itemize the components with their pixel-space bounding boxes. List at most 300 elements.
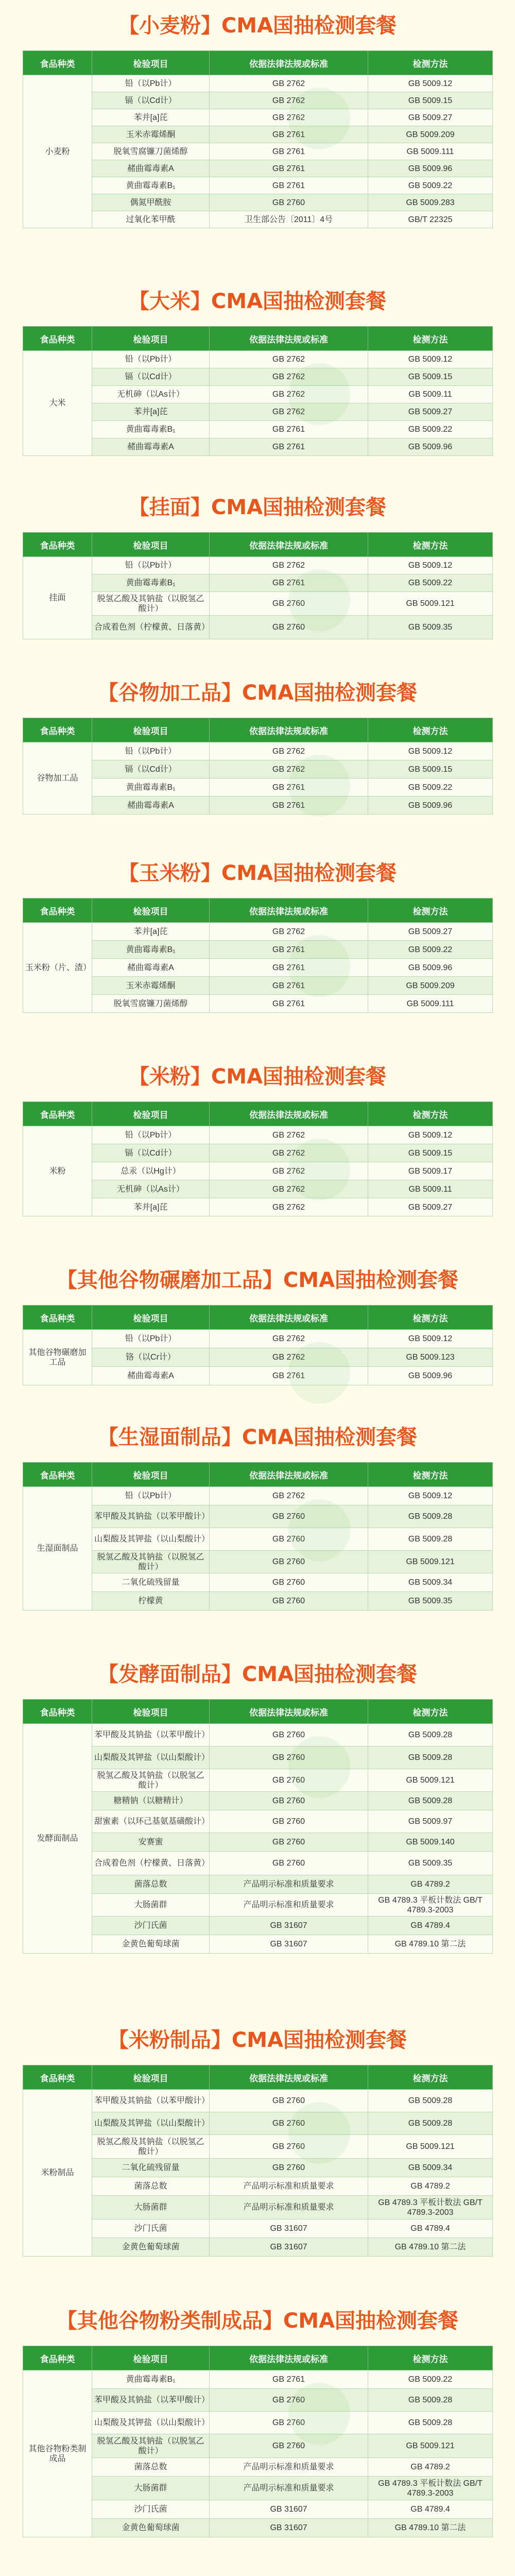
test-item-cell: 脱氢乙酸及其钠盐（以脱氢乙酸计） bbox=[92, 1551, 210, 1573]
method-cell: GB 5009.28 bbox=[368, 2112, 493, 2135]
column-header: 食品种类 bbox=[23, 899, 92, 923]
column-header: 检验项目 bbox=[92, 1102, 210, 1126]
test-package-table bbox=[23, 326, 493, 456]
column-header: 依据法律法规或标准 bbox=[210, 2346, 368, 2370]
test-item-cell: 二氧化硫残留量 bbox=[92, 2159, 210, 2177]
column-header: 检验项目 bbox=[92, 51, 210, 75]
standard-cell: GB 2762 bbox=[210, 1144, 368, 1162]
table-row bbox=[23, 995, 493, 1013]
test-item-cell: 总汞（以Hg计） bbox=[92, 1162, 210, 1180]
column-header: 检测方法 bbox=[368, 1700, 493, 1724]
standard-cell: GB 2760 bbox=[210, 2412, 368, 2434]
test-item-cell: 偶氮甲酰胺 bbox=[92, 194, 210, 211]
test-item-cell: 铅（以Pb计） bbox=[92, 75, 210, 92]
table-row bbox=[23, 1875, 493, 1894]
table-row bbox=[23, 778, 493, 796]
package-section bbox=[0, 2025, 515, 2251]
standard-cell: GB 2762 bbox=[210, 403, 368, 421]
test-package-table bbox=[23, 898, 493, 1013]
table-row bbox=[23, 160, 493, 177]
column-header: 检验项目 bbox=[92, 718, 210, 742]
test-item-cell: 合成着色剂（柠檬黄、日落黄） bbox=[92, 1852, 210, 1875]
table-row bbox=[23, 1810, 493, 1833]
standard-cell: GB 2760 bbox=[210, 1592, 368, 1611]
standard-cell: GB 2762 bbox=[210, 368, 368, 386]
test-item-cell: 菌落总数 bbox=[92, 2177, 210, 2196]
column-header: 检测方法 bbox=[368, 1306, 493, 1330]
food-category-cell: 生湿面制品 bbox=[23, 1487, 92, 1611]
table-row bbox=[23, 1505, 493, 1528]
standard-cell: GB 2760 bbox=[210, 2159, 368, 2177]
method-cell: GB 5009.22 bbox=[368, 177, 493, 194]
test-package-table bbox=[23, 50, 493, 228]
column-header: 依据法律法规或标准 bbox=[210, 1306, 368, 1330]
food-category-cell: 小麦粉 bbox=[23, 75, 92, 228]
section-title: 【其他谷物碾磨加工品】CMA国抽检测套餐 bbox=[56, 1268, 459, 1292]
method-cell: GB 5009.96 bbox=[368, 1367, 493, 1385]
section-title: 【谷物加工品】CMA国抽检测套餐 bbox=[97, 681, 418, 705]
package-section bbox=[0, 1422, 515, 1605]
test-item-cell: 铅（以Pb计） bbox=[92, 1126, 210, 1144]
test-package-table bbox=[23, 532, 493, 639]
test-item-cell: 赭曲霉毒素A bbox=[92, 796, 210, 815]
table-header-row bbox=[23, 1306, 493, 1330]
test-item-cell: 铅（以Pb计） bbox=[92, 742, 210, 760]
test-item-cell: 二氧化硫残留量 bbox=[92, 1573, 210, 1592]
table-header-row bbox=[23, 1102, 493, 1126]
table-row bbox=[23, 2196, 493, 2219]
table-row bbox=[23, 1180, 493, 1198]
column-header: 食品种类 bbox=[23, 1700, 92, 1724]
column-header: 依据法律法规或标准 bbox=[210, 1700, 368, 1724]
test-item-cell: 玉米赤霉烯酮 bbox=[92, 126, 210, 143]
table-row bbox=[23, 1330, 493, 1348]
method-cell: GB 5009.283 bbox=[368, 194, 493, 211]
method-cell: GB 5009.28 bbox=[368, 2090, 493, 2112]
standard-cell: GB 2761 bbox=[210, 438, 368, 456]
table-row bbox=[23, 616, 493, 639]
method-cell: GB 5009.15 bbox=[368, 1144, 493, 1162]
standard-cell: GB 2762 bbox=[210, 923, 368, 941]
column-header: 依据法律法规或标准 bbox=[210, 899, 368, 923]
method-cell: GB 5009.12 bbox=[368, 742, 493, 760]
table-row bbox=[23, 2219, 493, 2238]
standard-cell: GB 2761 bbox=[210, 2370, 368, 2389]
test-item-cell: 赭曲霉毒素A bbox=[92, 438, 210, 456]
column-header: 检测方法 bbox=[368, 1102, 493, 1126]
table-row bbox=[23, 2389, 493, 2412]
method-cell: GB 5009.12 bbox=[368, 1487, 493, 1505]
test-package-table bbox=[23, 2346, 493, 2537]
standard-cell: GB 31607 bbox=[210, 2238, 368, 2257]
test-item-cell: 菌落总数 bbox=[92, 1875, 210, 1894]
standard-cell: GB 2762 bbox=[210, 1180, 368, 1198]
standard-cell: GB 2761 bbox=[210, 1367, 368, 1385]
table-row bbox=[23, 1792, 493, 1810]
standard-cell: GB 2762 bbox=[210, 742, 368, 760]
method-cell: GB 5009.22 bbox=[368, 2370, 493, 2389]
table-row bbox=[23, 1487, 493, 1505]
test-item-cell: 苯甲酸及其钠盐（以苯甲酸计） bbox=[92, 1505, 210, 1528]
standard-cell: GB 2760 bbox=[210, 1551, 368, 1573]
standard-cell: GB 31607 bbox=[210, 1917, 368, 1935]
column-header: 依据法律法规或标准 bbox=[210, 718, 368, 742]
method-cell: GB 5009.111 bbox=[368, 143, 493, 160]
food-category-cell: 其他谷物粉类制成品 bbox=[23, 2370, 92, 2537]
method-cell: GB 5009.28 bbox=[368, 1747, 493, 1769]
column-header: 依据法律法规或标准 bbox=[210, 51, 368, 75]
column-header: 食品种类 bbox=[23, 1306, 92, 1330]
standard-cell: GB 2761 bbox=[210, 574, 368, 592]
standard-cell: GB 2762 bbox=[210, 75, 368, 92]
standard-cell: 产品明示标准和质量要求 bbox=[210, 2477, 368, 2500]
standard-cell: 产品明示标准和质量要求 bbox=[210, 2196, 368, 2219]
method-cell: GB 5009.34 bbox=[368, 2159, 493, 2177]
column-header: 检验项目 bbox=[92, 899, 210, 923]
table-row bbox=[23, 2458, 493, 2477]
column-header: 检验项目 bbox=[92, 1700, 210, 1724]
standard-cell: GB 2760 bbox=[210, 592, 368, 616]
standard-cell: GB 2760 bbox=[210, 1810, 368, 1833]
test-item-cell: 山梨酸及其钾盐（以山梨酸计） bbox=[92, 2412, 210, 2434]
column-header: 检验项目 bbox=[92, 533, 210, 557]
test-item-cell: 沙门氏菌 bbox=[92, 1917, 210, 1935]
column-header: 食品种类 bbox=[23, 718, 92, 742]
standard-cell: GB 2760 bbox=[210, 1528, 368, 1551]
table-row bbox=[23, 143, 493, 160]
standard-cell: GB 2761 bbox=[210, 421, 368, 438]
standard-cell: GB 2760 bbox=[210, 1747, 368, 1769]
method-cell: GB 5009.97 bbox=[368, 1810, 493, 1833]
standard-cell: GB 2761 bbox=[210, 143, 368, 160]
test-item-cell: 山梨酸及其钾盐（以山梨酸计） bbox=[92, 1528, 210, 1551]
test-item-cell: 糖精钠（以糖精计） bbox=[92, 1792, 210, 1810]
table-row bbox=[23, 1144, 493, 1162]
test-item-cell: 铅（以Pb计） bbox=[92, 1330, 210, 1348]
test-item-cell: 脱氢乙酸及其钠盐（以脱氢乙酸计） bbox=[92, 1769, 210, 1792]
test-package-table bbox=[23, 2065, 493, 2257]
table-row bbox=[23, 1833, 493, 1852]
method-cell: GB 5009.11 bbox=[368, 386, 493, 403]
standard-cell: GB 2762 bbox=[210, 386, 368, 403]
column-header: 检测方法 bbox=[368, 533, 493, 557]
column-header: 检测方法 bbox=[368, 899, 493, 923]
table-row bbox=[23, 438, 493, 456]
standard-cell: GB 2760 bbox=[210, 194, 368, 211]
standard-cell: GB 2760 bbox=[210, 1724, 368, 1747]
test-item-cell: 无机砷（以As计） bbox=[92, 1180, 210, 1198]
section-title: 【小麦粉】CMA国抽检测套餐 bbox=[118, 14, 397, 38]
table-row bbox=[23, 109, 493, 126]
method-cell: GB 5009.96 bbox=[368, 438, 493, 456]
standard-cell: GB 2762 bbox=[210, 109, 368, 126]
column-header: 食品种类 bbox=[23, 1102, 92, 1126]
column-header: 检验项目 bbox=[92, 2346, 210, 2370]
column-header: 检验项目 bbox=[92, 327, 210, 351]
standard-cell: 产品明示标准和质量要求 bbox=[210, 1875, 368, 1894]
standard-cell: GB 2762 bbox=[210, 1330, 368, 1348]
method-cell: GB 5009.121 bbox=[368, 1769, 493, 1792]
standard-cell: GB 2760 bbox=[210, 1833, 368, 1852]
method-cell: GB 5009.11 bbox=[368, 1180, 493, 1198]
column-header: 检测方法 bbox=[368, 327, 493, 351]
standard-cell: GB 2760 bbox=[210, 2389, 368, 2412]
method-cell: GB 5009.28 bbox=[368, 1792, 493, 1810]
method-cell: GB 5009.12 bbox=[368, 75, 493, 92]
column-header: 依据法律法规或标准 bbox=[210, 2065, 368, 2090]
table-row bbox=[23, 1367, 493, 1385]
method-cell: GB 5009.15 bbox=[368, 760, 493, 778]
table-row bbox=[23, 1198, 493, 1216]
test-item-cell: 铅（以Pb计） bbox=[92, 1487, 210, 1505]
test-item-cell: 大肠菌群 bbox=[92, 2196, 210, 2219]
column-header: 依据法律法规或标准 bbox=[210, 327, 368, 351]
column-header: 食品种类 bbox=[23, 2065, 92, 2090]
table-row bbox=[23, 923, 493, 941]
section-title: 【米粉】CMA国抽检测套餐 bbox=[128, 1065, 387, 1089]
test-item-cell: 苯并[a]芘 bbox=[92, 403, 210, 421]
table-row bbox=[23, 2434, 493, 2458]
method-cell: GB 5009.34 bbox=[368, 1573, 493, 1592]
method-cell: GB 4789.4 bbox=[368, 2500, 493, 2519]
package-section bbox=[0, 286, 515, 451]
method-cell: GB 5009.28 bbox=[368, 1528, 493, 1551]
test-item-cell: 甜蜜素（以环己基氨基磺酸计） bbox=[92, 1810, 210, 1833]
table-row bbox=[23, 1724, 493, 1747]
table-row bbox=[23, 796, 493, 815]
table-row bbox=[23, 1917, 493, 1935]
column-header: 检测方法 bbox=[368, 51, 493, 75]
method-cell: GB 5009.35 bbox=[368, 616, 493, 639]
column-header: 依据法律法规或标准 bbox=[210, 533, 368, 557]
method-cell: GB 5009.12 bbox=[368, 1330, 493, 1348]
standard-cell: GB 2762 bbox=[210, 1126, 368, 1144]
table-row bbox=[23, 1935, 493, 1954]
table-row bbox=[23, 2477, 493, 2500]
test-item-cell: 黄曲霉毒素B₁ bbox=[92, 177, 210, 194]
test-item-cell: 山梨酸及其钾盐（以山梨酸计） bbox=[92, 2112, 210, 2135]
table-row bbox=[23, 194, 493, 211]
standard-cell: GB 31607 bbox=[210, 2500, 368, 2519]
table-row bbox=[23, 211, 493, 228]
test-item-cell: 大肠菌群 bbox=[92, 1894, 210, 1917]
column-header: 检测方法 bbox=[368, 2346, 493, 2370]
column-header: 食品种类 bbox=[23, 1463, 92, 1487]
table-row bbox=[23, 574, 493, 592]
test-item-cell: 铅（以Pb计） bbox=[92, 351, 210, 368]
method-cell: GB 5009.22 bbox=[368, 941, 493, 959]
table-row bbox=[23, 2519, 493, 2537]
package-section bbox=[0, 492, 515, 632]
standard-cell: GB 2760 bbox=[210, 1792, 368, 1810]
method-cell: GB 5009.28 bbox=[368, 2412, 493, 2434]
method-cell: GB 4789.10 第二法 bbox=[368, 1935, 493, 1954]
test-package-table bbox=[23, 718, 493, 815]
method-cell: GB 4789.10 第二法 bbox=[368, 2238, 493, 2257]
column-header: 检验项目 bbox=[92, 2065, 210, 2090]
column-header: 依据法律法规或标准 bbox=[210, 1463, 368, 1487]
standard-cell: GB 2761 bbox=[210, 995, 368, 1013]
standard-cell: 卫生部公告〔2011〕4号 bbox=[210, 211, 368, 228]
method-cell: GB 4789.4 bbox=[368, 2219, 493, 2238]
section-title: 【大米】CMA国抽检测套餐 bbox=[128, 290, 387, 313]
column-header: 食品种类 bbox=[23, 533, 92, 557]
test-item-cell: 黄曲霉毒素B₁ bbox=[92, 941, 210, 959]
package-section bbox=[0, 858, 515, 1008]
standard-cell: GB 2761 bbox=[210, 778, 368, 796]
table-row bbox=[23, 421, 493, 438]
method-cell: GB 5009.12 bbox=[368, 1126, 493, 1144]
section-title: 【生湿面制品】CMA国抽检测套餐 bbox=[97, 1426, 418, 1449]
section-title: 【米粉制品】CMA国抽检测套餐 bbox=[108, 2028, 407, 2052]
standard-cell: GB 2762 bbox=[210, 1198, 368, 1216]
package-section bbox=[0, 677, 515, 810]
test-item-cell: 山梨酸及其钾盐（以山梨酸计） bbox=[92, 1747, 210, 1769]
food-category-cell: 其他谷物碾磨加工品 bbox=[23, 1330, 92, 1385]
method-cell: GB 5009.22 bbox=[368, 574, 493, 592]
test-item-cell: 黄曲霉毒素B₁ bbox=[92, 574, 210, 592]
standard-cell: GB 2762 bbox=[210, 1487, 368, 1505]
method-cell: GB 5009.121 bbox=[368, 2434, 493, 2458]
method-cell: GB 4789.2 bbox=[368, 1875, 493, 1894]
table-row bbox=[23, 177, 493, 194]
table-header-row bbox=[23, 2065, 493, 2090]
method-cell: GB 5009.27 bbox=[368, 923, 493, 941]
test-item-cell: 金黄色葡萄球菌 bbox=[92, 2519, 210, 2537]
test-item-cell: 安赛蜜 bbox=[92, 1833, 210, 1852]
food-category-cell: 米粉 bbox=[23, 1126, 92, 1216]
standard-cell: GB 31607 bbox=[210, 1935, 368, 1954]
method-cell: GB 5009.140 bbox=[368, 1833, 493, 1852]
test-item-cell: 沙门氏菌 bbox=[92, 2500, 210, 2519]
test-item-cell: 脱氧雪腐镰刀菌烯醇 bbox=[92, 995, 210, 1013]
test-item-cell: 柠檬黄 bbox=[92, 1592, 210, 1611]
section-title: 【挂面】CMA国抽检测套餐 bbox=[128, 496, 387, 519]
method-cell: GB 4789.2 bbox=[368, 2458, 493, 2477]
standard-cell: GB 2762 bbox=[210, 92, 368, 109]
test-item-cell: 赭曲霉毒素A bbox=[92, 959, 210, 977]
method-cell: GB 5009.28 bbox=[368, 1724, 493, 1747]
standard-cell: GB 2760 bbox=[210, 1852, 368, 1875]
standard-cell: GB 2760 bbox=[210, 616, 368, 639]
table-header-row bbox=[23, 51, 493, 75]
table-header-row bbox=[23, 533, 493, 557]
method-cell: GB 4789.3 平板计数法 GB/T 4789.3-2003 bbox=[368, 1894, 493, 1917]
standard-cell: GB 2762 bbox=[210, 351, 368, 368]
column-header: 食品种类 bbox=[23, 327, 92, 351]
table-row bbox=[23, 2500, 493, 2519]
table-row bbox=[23, 557, 493, 574]
method-cell: GB 5009.27 bbox=[368, 1198, 493, 1216]
package-section bbox=[0, 2306, 515, 2532]
standard-cell: GB 2761 bbox=[210, 977, 368, 995]
table-row bbox=[23, 386, 493, 403]
table-row bbox=[23, 2159, 493, 2177]
table-row bbox=[23, 75, 493, 92]
test-item-cell: 镉（以Cd计） bbox=[92, 760, 210, 778]
package-section bbox=[0, 1265, 515, 1380]
table-row bbox=[23, 941, 493, 959]
test-item-cell: 金黄色葡萄球菌 bbox=[92, 1935, 210, 1954]
method-cell: GB 5009.12 bbox=[368, 557, 493, 574]
standard-cell: GB 2760 bbox=[210, 2135, 368, 2159]
table-header-row bbox=[23, 1700, 493, 1724]
method-cell: GB 5009.22 bbox=[368, 421, 493, 438]
method-cell: GB 5009.27 bbox=[368, 109, 493, 126]
method-cell: GB 5009.121 bbox=[368, 1551, 493, 1573]
test-item-cell: 镉（以Cd计） bbox=[92, 368, 210, 386]
test-item-cell: 大肠菌群 bbox=[92, 2477, 210, 2500]
column-header: 检测方法 bbox=[368, 2065, 493, 2090]
method-cell: GB 4789.3 平板计数法 GB/T 4789.3-2003 bbox=[368, 2477, 493, 2500]
column-header: 依据法律法规或标准 bbox=[210, 1102, 368, 1126]
test-item-cell: 赭曲霉毒素A bbox=[92, 160, 210, 177]
standard-cell: GB 2761 bbox=[210, 941, 368, 959]
method-cell: GB 4789.2 bbox=[368, 2177, 493, 2196]
standard-cell: GB 2762 bbox=[210, 1348, 368, 1367]
food-category-cell: 谷物加工品 bbox=[23, 742, 92, 815]
method-cell: GB/T 22325 bbox=[368, 211, 493, 228]
test-item-cell: 苯并[a]芘 bbox=[92, 109, 210, 126]
method-cell: GB 5009.121 bbox=[368, 2135, 493, 2159]
standard-cell: GB 2762 bbox=[210, 1162, 368, 1180]
test-item-cell: 黄曲霉毒素B₁ bbox=[92, 2370, 210, 2389]
table-row bbox=[23, 1852, 493, 1875]
test-package-table bbox=[23, 1101, 493, 1216]
test-item-cell: 黄曲霉毒素B₁ bbox=[92, 778, 210, 796]
package-section bbox=[0, 10, 515, 224]
test-item-cell: 金黄色葡萄球菌 bbox=[92, 2238, 210, 2257]
table-row bbox=[23, 92, 493, 109]
table-row bbox=[23, 1126, 493, 1144]
test-item-cell: 脱氧雪腐镰刀菌烯醇 bbox=[92, 143, 210, 160]
section-title: 【其他谷物粉类制成品】CMA国抽检测套餐 bbox=[56, 2309, 459, 2333]
section-title: 【玉米粉】CMA国抽检测套餐 bbox=[118, 861, 397, 885]
method-cell: GB 4789.4 bbox=[368, 1917, 493, 1935]
table-row bbox=[23, 126, 493, 143]
table-row bbox=[23, 1348, 493, 1367]
test-item-cell: 脱氢乙酸及其钠盐（以脱氢乙酸计） bbox=[92, 2434, 210, 2458]
column-header: 检测方法 bbox=[368, 718, 493, 742]
standard-cell: GB 2761 bbox=[210, 160, 368, 177]
test-item-cell: 苯甲酸及其钠盐（以苯甲酸计） bbox=[92, 1724, 210, 1747]
method-cell: GB 5009.209 bbox=[368, 977, 493, 995]
method-cell: GB 5009.121 bbox=[368, 592, 493, 616]
method-cell: GB 5009.28 bbox=[368, 1505, 493, 1528]
food-category-cell: 发酵面制品 bbox=[23, 1724, 92, 1954]
food-category-cell: 玉米粉（片、渣） bbox=[23, 923, 92, 1013]
table-row bbox=[23, 959, 493, 977]
table-row bbox=[23, 2370, 493, 2389]
table-row bbox=[23, 403, 493, 421]
table-row bbox=[23, 1573, 493, 1592]
table-header-row bbox=[23, 899, 493, 923]
table-row bbox=[23, 742, 493, 760]
column-header: 检测方法 bbox=[368, 1463, 493, 1487]
method-cell: GB 5009.111 bbox=[368, 995, 493, 1013]
standard-cell: GB 2760 bbox=[210, 1573, 368, 1592]
test-item-cell: 铅（以Pb计） bbox=[92, 557, 210, 574]
table-row bbox=[23, 1894, 493, 1917]
standard-cell: GB 2761 bbox=[210, 796, 368, 815]
test-item-cell: 无机砷（以As计） bbox=[92, 386, 210, 403]
table-row bbox=[23, 1162, 493, 1180]
food-category-cell: 米粉制品 bbox=[23, 2090, 92, 2257]
table-header-row bbox=[23, 327, 493, 351]
test-item-cell: 沙门氏菌 bbox=[92, 2219, 210, 2238]
column-header: 食品种类 bbox=[23, 51, 92, 75]
method-cell: GB 4789.10 第二法 bbox=[368, 2519, 493, 2537]
